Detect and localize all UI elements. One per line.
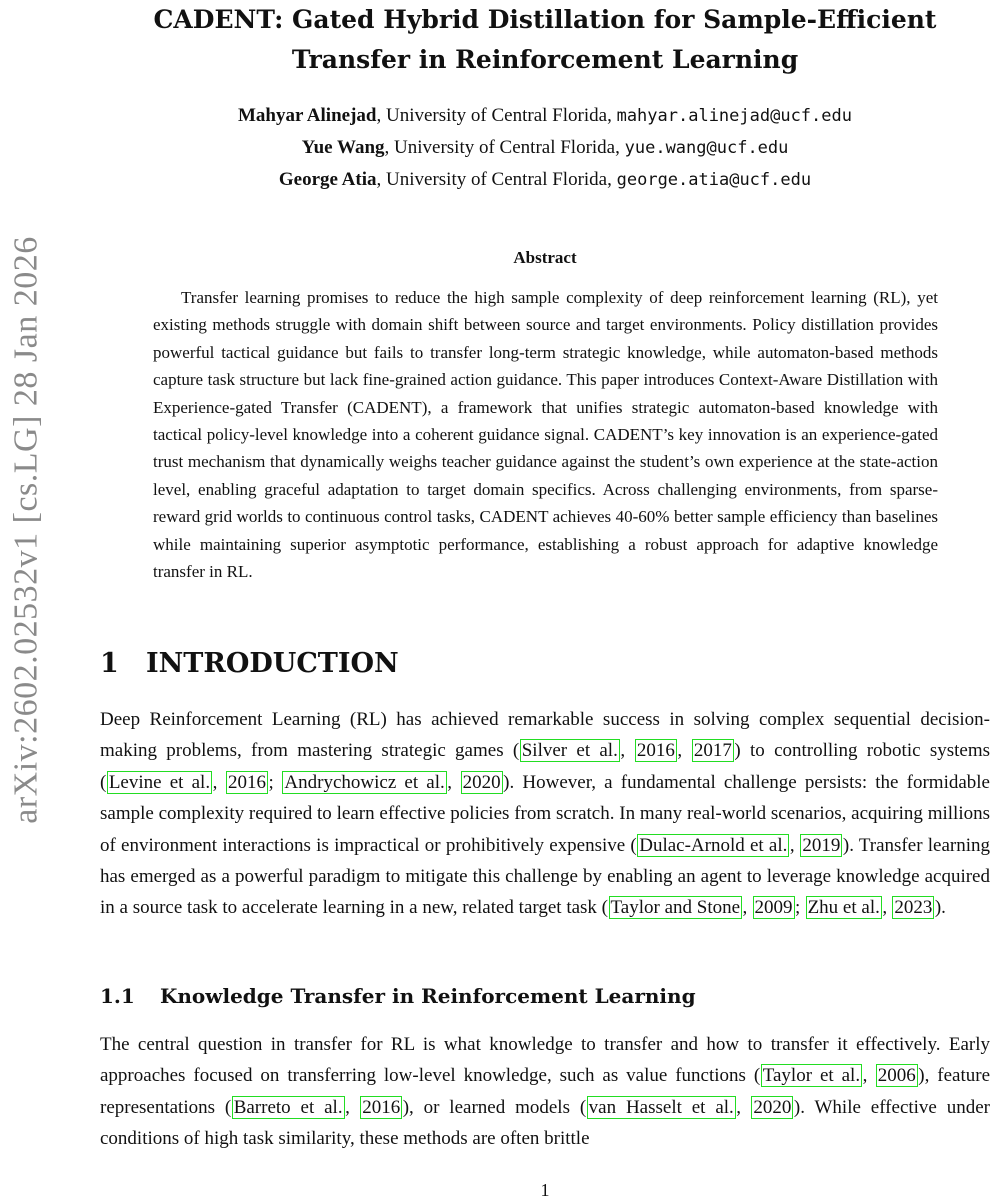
citation-link[interactable]: 2016 <box>362 1096 401 1118</box>
citation-link[interactable]: Dulac-Arnold et al. <box>639 834 788 856</box>
knowledge-transfer-paragraph <box>100 1029 990 1155</box>
paragraph-text: , <box>447 771 461 793</box>
paragraph-text: , <box>677 740 692 762</box>
author-line <box>100 164 990 196</box>
author-name: Yue Wang <box>301 137 385 158</box>
paragraph-text: ). <box>934 897 946 919</box>
paragraph-text: The central question in transfer for RL is what knowledge to transfer and how to transfer it effectively. Early approaches focused on transferring low-level knowledge, such as value functions ( <box>100 1034 990 1087</box>
paragraph-text: ; <box>795 897 806 919</box>
paragraph-text: ). While effective under conditions of high task similarity, these methods are often brittle <box>100 1096 990 1150</box>
paragraph-text: ; <box>268 771 282 793</box>
citation-link[interactable]: 2016 <box>227 771 266 793</box>
subsection-number: 1.1 <box>100 984 135 1008</box>
subsection-title: Knowledge Transfer in Reinforcement Learning <box>160 984 696 1008</box>
paragraph-text: , <box>345 1096 360 1118</box>
citation-link[interactable]: 2020 <box>753 1096 792 1118</box>
section-title: INTRODUCTION <box>146 648 399 679</box>
paragraph-text: , <box>212 771 226 793</box>
author-list <box>100 100 990 196</box>
section-number: 1 <box>100 648 119 679</box>
citation-link[interactable]: van Hasselt et al. <box>588 1096 734 1118</box>
paragraph-text: ) to controlling robotic systems ( <box>100 740 990 793</box>
author-affiliation: , University of Central Florida, <box>376 105 617 126</box>
citation-link[interactable]: Andrychowicz et al. <box>284 771 445 793</box>
paper-title: CADENT: Gated Hybrid Distillation for Sample-Efficient Transfer in Reinforcement Learning <box>153 5 937 74</box>
section-heading-introduction <box>100 648 990 679</box>
citation-link[interactable]: Taylor et al. <box>762 1065 861 1087</box>
paragraph-text: , <box>742 897 753 919</box>
author-affiliation: , University of Central Florida, <box>376 169 617 190</box>
citation-link[interactable]: Zhu et al. <box>807 897 880 919</box>
arxiv-id-text: arXiv:2602.02532v1 [cs.LG] 28 Jan 2026 <box>8 236 46 824</box>
paragraph-text: ), feature representations ( <box>100 1065 991 1118</box>
paragraph-text: ), or learned models ( <box>402 1096 587 1118</box>
introduction-paragraph <box>100 704 990 924</box>
author-line <box>100 132 990 164</box>
abstract-text: Transfer learning promises to reduce the high sample complexity of deep reinforcement learning (RL), yet existing methods struggle with domain shift between source and target environments. Policy distillation provides powerful tactical guidance but fails to transfer long-term strategic knowledge, while automaton-based methods capture task structure but lack fine-grained action guidance. This paper introduces Context-Aware Distillation with Experience-gated Transfer (CADENT), a framework that unifies strategic automaton-based knowledge with tactical policy-level knowledge into a coherent guidance signal. CADENT’s key innovation is an experience-gated trust mechanism that dynamically weighs teacher guidance against the student’s own experience at the state-action level, enabling graceful adaptation to target domain specifics. Across challenging environments, from sparse-reward grid worlds to continuous control tasks, CADENT achieves 40-60% better sample efficiency than baselines while maintaining superior asymptotic performance, establishing a robust approach for adaptive knowledge transfer in RL. <box>153 288 938 582</box>
citation-link[interactable]: 2020 <box>462 771 501 793</box>
paragraph-text: , <box>862 1065 876 1087</box>
abstract-heading: Abstract <box>513 248 577 267</box>
paragraph-text: ). However, a fundamental challenge persists: the formidable sample complexity required to learn effective policies from scratch. In many real-world scenarios, acquiring millions of environment interactions is impractical or prohibitively expensive ( <box>100 771 990 856</box>
paragraph-text: , <box>736 1096 751 1118</box>
subsection-heading-knowledge-transfer <box>100 984 990 1008</box>
citation-link[interactable]: Taylor and Stone <box>610 897 741 919</box>
citation-link[interactable]: 2006 <box>877 1065 916 1087</box>
citation-link[interactable]: 2009 <box>754 897 793 919</box>
paragraph-text: ). Transfer learning has emerged as a powerful paradigm to mitigate this challenge by enabling an agent to leverage knowledge acquired in a source task to accelerate learning in a new, related target task ( <box>100 834 990 919</box>
citation-link[interactable]: Levine et al. <box>108 771 211 793</box>
paragraph-text: , <box>620 740 635 762</box>
author-affiliation: , University of Central Florida, <box>384 137 625 158</box>
citation-link[interactable]: Silver et al. <box>521 740 618 762</box>
paragraph-text: , <box>882 897 892 919</box>
citation-link[interactable]: 2017 <box>693 740 732 762</box>
paragraph-text: Deep Reinforcement Learning (RL) has achieved remarkable success in solving complex sequential decision-making problems, from mastering strategic games ( <box>100 709 990 762</box>
paragraph-text: , <box>789 834 800 856</box>
author-email[interactable]: yue.wang@ucf.edu <box>624 138 789 158</box>
author-name: George Atia <box>278 169 377 190</box>
citation-link[interactable]: 2019 <box>802 834 841 856</box>
author-line <box>100 100 990 132</box>
citation-link[interactable]: Barreto et al. <box>233 1096 343 1118</box>
citation-link[interactable]: 2016 <box>636 740 675 762</box>
author-email[interactable]: george.atia@ucf.edu <box>616 170 812 190</box>
page-number: 1 <box>540 1180 550 1200</box>
citation-link[interactable]: 2023 <box>894 897 933 919</box>
arxiv-identifier-stamp <box>2 200 52 860</box>
author-email[interactable]: mahyar.alinejad@ucf.edu <box>616 106 852 126</box>
author-name: Mahyar Alinejad <box>238 105 377 126</box>
